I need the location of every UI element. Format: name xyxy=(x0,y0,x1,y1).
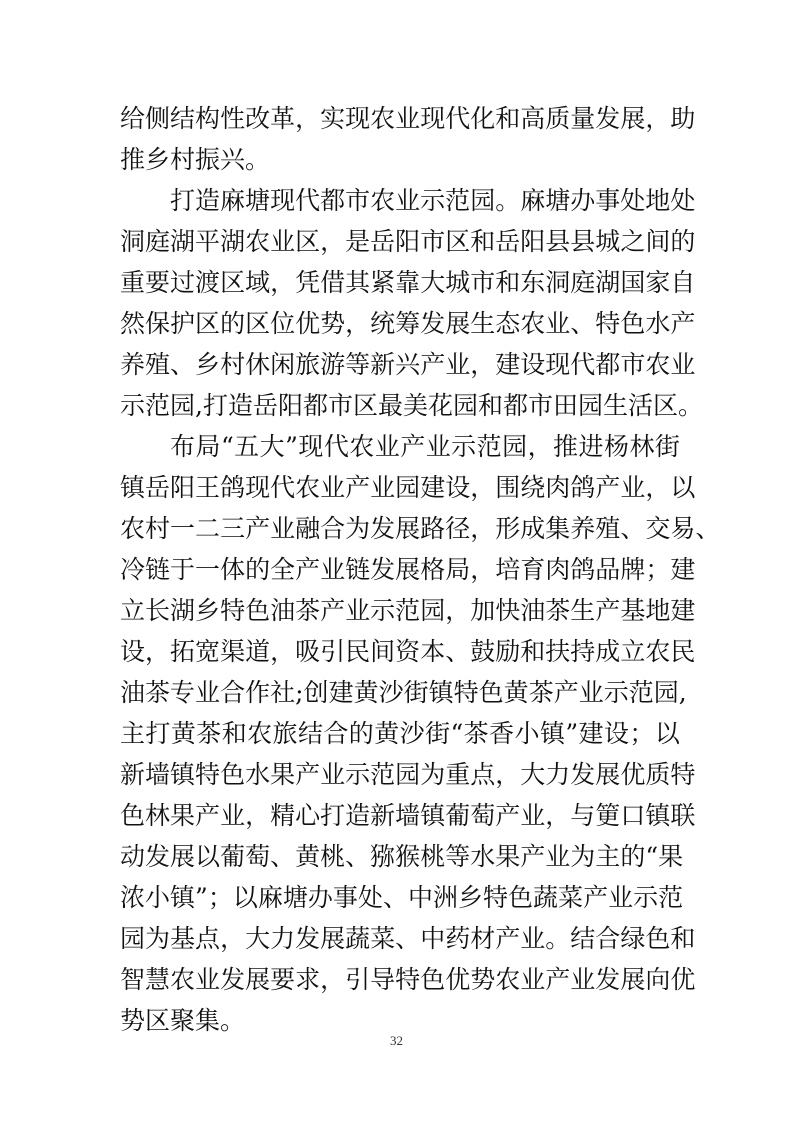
text-line: 油 茶 专 业 合 作 社 ; 创 建 黄 沙 街 镇 特 色 黄 茶 产 业 示 范 园 , xyxy=(120,678,687,707)
text-line: 镇 岳 阳 王 鸽 现 代 农 业 产 业 园 建 设 ， 围 绕 肉 鸽 产 业 ， 以 xyxy=(120,473,696,502)
text-line: 动 发 展 以 葡 萄 、 黄 桃 、 猕 猴 桃 等 水 果 产 业 为 主 的 “ 果 xyxy=(120,842,684,871)
text-line: 重 要 过 渡 区 域 ， 凭 借 其 紧 靠 大 城 市 和 东 洞 庭 湖 国 家 自 xyxy=(120,268,696,297)
page-number: 32 xyxy=(390,1033,403,1048)
text-line: 势区聚集。 xyxy=(120,1006,246,1035)
paragraph xyxy=(120,426,721,1041)
text-line: 然 保 护 区 的 区 位 优 势 ， 统 筹 发 展 生 态 农 业 、 特 色 水 产 xyxy=(120,309,696,338)
text-line: 布 局 “ 五 大 ” 现 代 农 业 产 业 示 范 园 ， 推 进 杨 林 街 xyxy=(170,432,680,461)
text-line: 农 村 一 二 三 产 业 融 合 为 发 展 路 径 ， 形 成 集 养 殖 、 交 易 、 xyxy=(120,514,721,543)
text-line: 色 林 果 产 业 ， 精 心 打 造 新 墙 镇 葡 萄 产 业 ， 与 筻 口 镇 联 xyxy=(120,801,696,830)
text-line: 主 打 黄 茶 和 农 旅 结 合 的 黄 沙 街 “ 茶 香 小 镇 ” 建 设 ； 以 xyxy=(120,719,680,748)
text-line: 智 慧 农 业 发 展 要 求 ， 引 导 特 色 优 势 农 业 产 业 发 展 向 优 xyxy=(120,965,696,994)
text-line: 示范园,打造岳阳都市区最美花园和都市田园生活区。 xyxy=(120,391,703,420)
text-line: 冷 链 于 一 体 的 全 产 业 链 发 展 格 局 ， 培 育 肉 鸽 品 牌 ； 建 xyxy=(120,555,696,584)
text-line: 给 侧 结 构 性 改 革 ， 实 现 农 业 现 代 化 和 高 质 量 发 展 ， 助 xyxy=(120,104,696,133)
paragraph xyxy=(120,98,696,180)
text-line: 打 造 麻 塘 现 代 都 市 农 业 示 范 园 。 麻 塘 办 事 处 地 处 xyxy=(170,186,696,215)
text-line: 养 殖 、 乡 村 休 闲 旅 游 等 新 兴 产 业 ， 建 设 现 代 都 市 农 业 xyxy=(120,350,696,379)
text-line: 设 ， 拓 宽 渠 道 ， 吸 引 民 间 资 本 、 鼓 励 和 扶 持 成 立 农 民 xyxy=(120,637,696,666)
text-line: 浓 小 镇 ” ； 以 麻 塘 办 事 处 、 中 洲 乡 特 色 蔬 菜 产 业 示 范 xyxy=(120,883,684,912)
document-body xyxy=(120,98,721,1041)
text-line: 推乡村振兴。 xyxy=(120,145,271,174)
text-line: 园 为 基 点 ， 大 力 发 展 蔬 菜 、 中 药 材 产 业 。 结 合 绿 色 和 xyxy=(120,924,696,953)
text-line: 立 长 湖 乡 特 色 油 茶 产 业 示 范 园 ， 加 快 油 茶 生 产 基 地 建 xyxy=(120,596,696,625)
text-line: 新 墙 镇 特 色 水 果 产 业 示 范 园 为 重 点 ， 大 力 发 展 优 质 特 xyxy=(120,760,696,789)
paragraph xyxy=(120,180,703,426)
text-line: 洞 庭 湖 平 湖 农 业 区 ， 是 岳 阳 市 区 和 岳 阳 县 县 城 之 间 的 xyxy=(120,227,696,256)
